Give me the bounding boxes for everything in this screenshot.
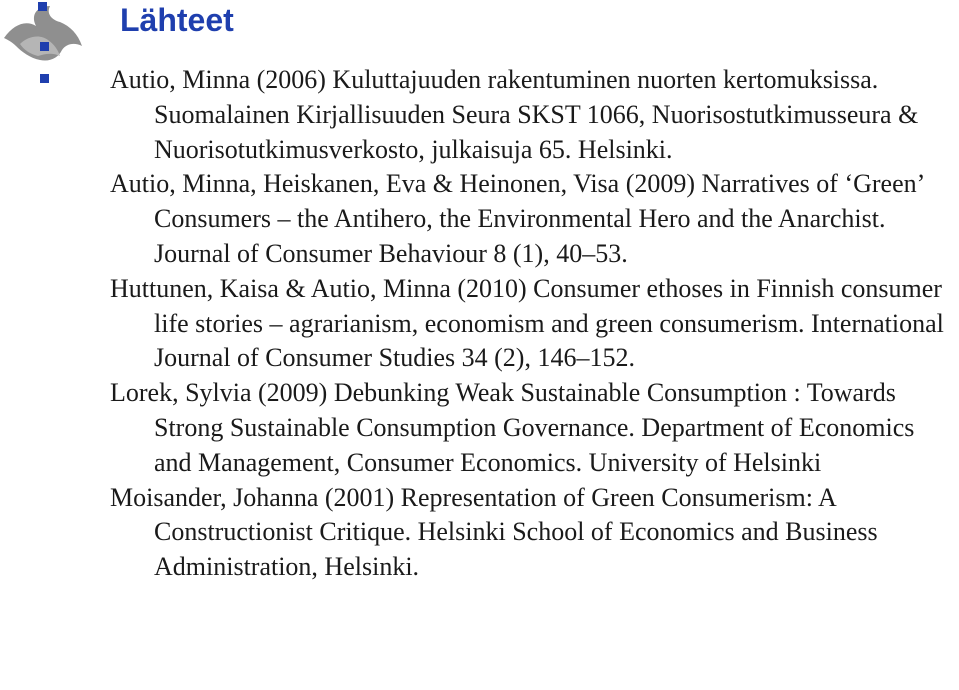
reference-item: Moisander, Johanna (2001) Representation of Green Consumerism: A Constructionist Critique. Helsinki School of Economics and Business Administration, Helsinki. [110, 482, 878, 582]
page-title: Lähteet [120, 2, 234, 38]
reference-item: Lorek, Sylvia (2009) Debunking Weak Sustainable Consumption : Towards Strong Sustainable Consumption Governance. Department of Economics and Management, Consumer Economics. University of Helsinki [110, 378, 915, 477]
reference-item: Huttunen, Kaisa & Autio, Minna (2010) Consumer ethoses in Finnish consumer life stories – agrarianism, economism and green consumerism. International Journal of Consumer Studies 34 (2), 146–152. [110, 273, 944, 373]
reference-item: Autio, Minna (2006) Kuluttajuuden rakentuminen nuorten kertomuksissa. Suomalainen Kirjallisuuden Seura SKST 1066, Nuorisostutkimusseura & Nuorisotutkimusverkosto, julkaisuja 65. Helsinki. [110, 65, 919, 164]
reference-item: Autio, Minna, Heiskanen, Eva & Heinonen, Visa (2009) Narratives of ‘Green’ Consumers – the Antihero, the Environmental Hero and the Anarchist. Journal of Consumer Behaviour 8 (1), 40–53. [110, 169, 924, 268]
university-logo-icon [0, 0, 96, 92]
reference-list [110, 63, 956, 585]
